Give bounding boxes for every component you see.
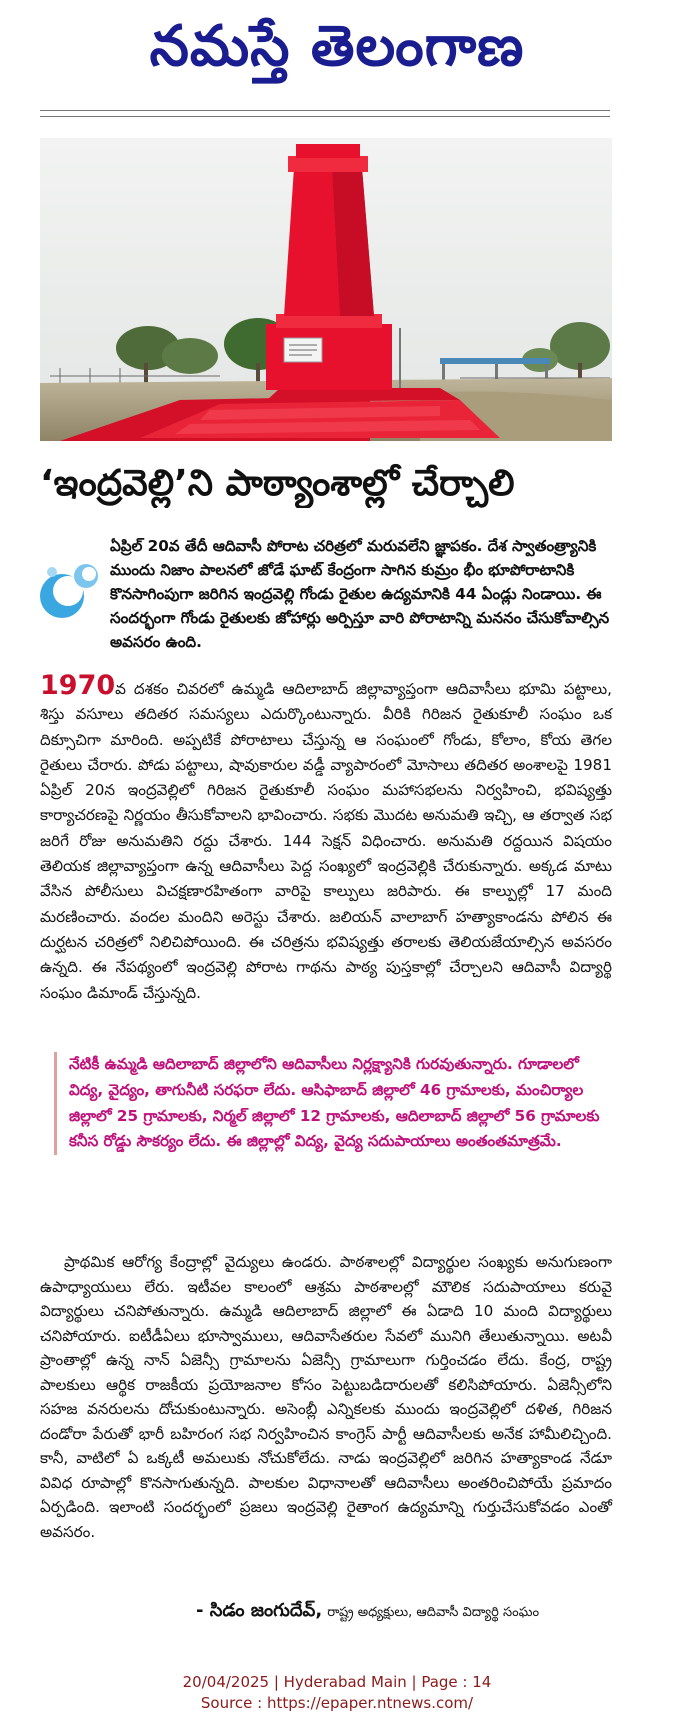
intro-paragraph: ఏప్రిల్ 20వ తేదీ ఆదివాసీ పోరాట చరిత్రలో మరువలేని జ్ఞాపకం. దేశ స్వాతంత్ర్యానికి ముందు నిజాం పాలనలో జోడే ఘాట్ కేంద్రంగా సాగిన కుమ్రం భీం భూపోరాటానికి కొనసాగింపుగా జరిగిన ఇంద్రవెల్లి గోండు రైతుల ఉద్యమానికి 44 ఏండ్లు నిండాయి. ఈ సందర్భంగా గోండు రైతులకు జోహార్లు అర్పిస్తూ వారి పోరాటాన్ని మననం చేసుకోవాల్సిన అవసరం ఉంది. bbox=[110, 537, 610, 651]
footer-date-edition: 20/04/2025 | Hyderabad Main | Page : 14 bbox=[182, 1673, 492, 1691]
bubbles-icon bbox=[38, 558, 104, 620]
article-headline: ‘ఇంద్రవెల్లి’ని పాఠ్యాంశాల్లో చేర్చాలి bbox=[40, 463, 515, 504]
body-paragraph-2: ప్రాథమిక ఆరోగ్య కేంద్రాల్లో వైద్యులు ఉండరు. పాఠశాలల్లో విద్యార్థుల సంఖ్యకు అనుగుణంగా ఉపాధ్యాయులు లేరు. ఇటీవల కాలంలో ఆశ్రమ పాఠశాలల్లో మౌలిక సదుపాయాలు కరువై విద్యార్థులు చనిపోతున్నారు. ఉమ్మడి ఆదిలాబాద్ జిల్లాలో ఈ ఏడాది 10 మంది విద్యార్థులు చనిపోయారు. ఐటీడీఏలు భూస్వాములు, ఆదివాసేతరుల సేవలో మునిగి తేలుతున్నాయి. అటవీ ప్రాంతాల్లో ఉన్న నాన్ ఏజెన్సీ గ్రామాలను ఏజెన్సీ గ్రామాలుగా గుర్తించడం లేదు. కేంద్ర, రాష్ట్ర పాలకులు ఆర్థిక రాజకీయ ప్రయోజనాల కోసం పెట్టుబడిదారులతో కలిసిపోయారు. ఏజెన్సీలోని సహజ వనరులను దోచుకుంటున్నారు. అసెంబ్లీ ఎన్నికలకు ముందు ఇంద్రవెల్లిలో దళిత, గిరిజన దండోరా పేరుతో భారీ బహిరంగ సభ నిర్వహించిన కాంగ్రెస్ పార్టీ ఆదివాసీలకు అనేక హామీలిచ్చింది. కానీ, వాటిలో ఏ ఒక్కటీ అమలుకు నోచుకోలేదు. నాడు ఇంద్రవెల్లిలో జరిగిన హత్యాకాండ నేడూ వివిధ రూపాల్లో కొనసాగుతున్నది. పాలకుల విధానాలతో ఆదివాసీలు అంతరించిపోయే ప్రమాదం ఏర్పడింది. ఇలాంటి సందర్భంలో ప్రజలు ఇంద్రవెల్లి రైతాంగ ఉద్యమాన్ని గుర్తుచేసుకోవడం ఎంతో అవసరం. bbox=[40, 1253, 612, 1541]
memorial-photo-illustration bbox=[40, 138, 612, 441]
masthead-title: నమస్తే తెలంగాణ bbox=[149, 13, 525, 79]
body-paragraph-1-text: వ దశకం చివరలో ఉమ్మడి ఆదిలాబాద్ జిల్లావ్యాప్తంగా ఆదివాసీలు భూమి పట్టాలు, శిస్తు వసూలు తదితర సమస్యలు ఎదుర్కొంటున్నారు. వీరికి గిరిజన రైతుకూలీ సంఘం ఒక దిక్సూచిగా మారింది. అప్పటికే పోరాటాలు చేస్తున్న ఆ సంఘంలో గోండు, కోలాం, కోయ తెగల రైతులు చేరారు. పోడు పట్టాలు, షావుకారుల వడ్డీ వ్యాపారంలో మోసాలు తదితర అంశాలపై 1981 ఏప్రిల్ 20న ఇంద్రవెల్లిలో గిరిజన రైతుకూలీ సంఘం మహాసభలను నిర్వహించి, భవిష్యత్తు కార్యాచరణపై నిర్ణయం తీసుకోవాలని భావించారు. సభకు మొదట అనుమతి ఇచ్చి, ఆ తర్వాత సభ జరిగే రోజు అనుమతిని రద్దు చేశారు. 144 సెక్షన్ విధించారు. అనుమతి రద్దయిన విషయం తెలియక జిల్లావ్యాప్తంగా ఉన్న ఆదివాసీలు పెద్ద సంఖ్యలో ఇంద్రవెల్లికి చేరుకున్నారు. అక్కడ మాటు వేసిన పోలీసులు విచక్షణారహితంగా వారిపై కాల్పులు జరిపారు. ఈ కాల్పుల్లో 17 మంది మరణించారు. వందల మందిని అరెస్టు చేశారు. జలియన్ వాలాబాగ్ హత్యాకాండను పోలిన ఈ దుర్ఘటన చరిత్రలో నిలిచిపోయింది. ఈ చరిత్రను భవిష్యత్తు తరాలకు తెలియజేయాల్సిన అవసరం ఉన్నది. ఈ నేపథ్యంలో ఇంద్రవెల్లి పోరాట గాథను పాఠ్య పుస్తకాల్లో చేర్చాలని ఆదివాసీ విద్యార్థి సంఘం డిమాండ్ చేస్తున్నది. bbox=[40, 680, 612, 1002]
masthead-rule-top bbox=[40, 110, 610, 111]
article-body bbox=[40, 670, 612, 1006]
footer-source: Source : https://epaper.ntnews.com/ bbox=[200, 1694, 474, 1712]
byline bbox=[196, 1598, 616, 1626]
article-intro bbox=[110, 534, 612, 654]
memorial-photo bbox=[40, 138, 612, 441]
dropcap-year: 1970 bbox=[40, 670, 116, 701]
pullquote-text: నేటికీ ఉమ్మడి ఆదిలాబాద్ జిల్లాలోని ఆదివాసీలు నిర్లక్ష్యానికి గురవుతున్నారు. గూడాలలో విద్య, వైద్యం, తాగునీటి సరఫరా లేదు. ఆసిఫాబాద్ జిల్లాలో 46 గ్రామాలకు, మంచిర్యాల జిల్లాలో 25 గ్రామాలకు, నిర్మల్ జిల్లాలో 12 గ్రామాలకు, ఆదిలాబాద్ జిల్లాలో 56 గ్రామాలకు కనీస రోడ్డు సౌకర్యం లేదు. ఈ జిల్లాల్లో విద్య, వైద్య సదుపాయాలు అంతంతమాత్రమే. bbox=[69, 1055, 600, 1151]
masthead-rule-bottom bbox=[40, 116, 610, 117]
byline-name: - సిడం జంగుదేవ్, bbox=[196, 1600, 323, 1621]
byline-role: రాష్ట్ర అధ్యక్షులు, ఆదివాసీ విద్యార్థి సంఘం bbox=[327, 1605, 540, 1620]
body-paragraph-1 bbox=[40, 670, 612, 1006]
pullquote bbox=[54, 1052, 610, 1155]
article-body-continued bbox=[40, 1250, 612, 1544]
masthead bbox=[0, 0, 674, 100]
